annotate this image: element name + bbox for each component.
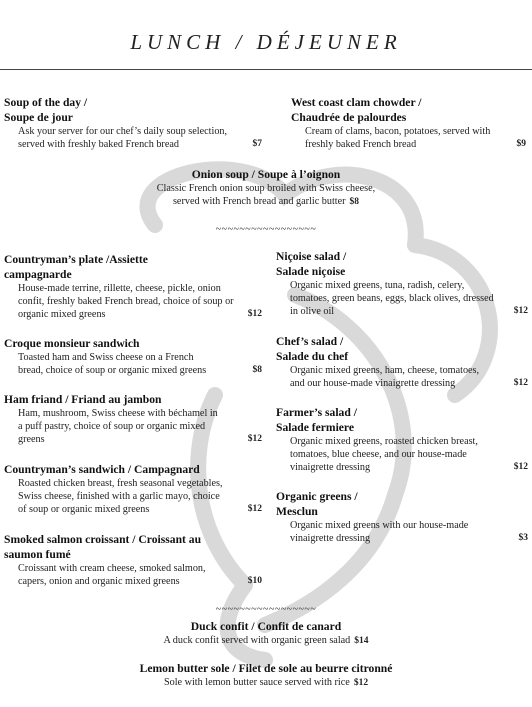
item-name: Countryman’s plate /Assiette — [4, 253, 148, 266]
item-description: Toasted ham and Swiss cheese on a French — [18, 352, 194, 363]
menu-item-nicoise-salad — [276, 249, 528, 318]
item-description-line: vinaigrette dressing $12 — [290, 462, 528, 473]
item-price: $12 — [247, 434, 262, 444]
item-price: $8 — [252, 365, 262, 375]
item-name: Duck confit / Confit de canard — [190, 620, 342, 633]
item-price: $7 — [252, 139, 262, 149]
item-description: Organic mixed greens, roasted chicken breast, — [290, 436, 478, 447]
item-price: $12 — [513, 306, 528, 316]
item-name: Farmer’s salad / — [276, 406, 357, 419]
item-description-line: confit, freshly baked French bread, choice of soup or — [18, 296, 234, 307]
item-description-line: bread, choice of soup or organic mixed greens $8 — [18, 365, 262, 376]
item-description-line: served with freshly baked French bread $7 — [18, 139, 262, 150]
item-description: Organic mixed greens, ham, cheese, tomatoes, — [290, 365, 480, 376]
item-price: $10 — [247, 576, 262, 586]
item-description-line: vinaigrette dressing $3 — [290, 533, 528, 544]
item-description: Roasted chicken breast, fresh seasonal vegetables, — [18, 478, 223, 489]
item-name-french: Soupe de jour — [4, 111, 73, 124]
menu-title: LUNCH / DÉJEUNER — [130, 30, 402, 54]
menu-item-smoked-salmon-croissant — [4, 532, 262, 588]
item-name-french: Salade fermiere — [276, 421, 355, 434]
item-price: $9 — [516, 139, 526, 149]
item-name-french: Salade niçoise — [276, 265, 346, 278]
item-name: Onion soup / Soupe à l’oignon — [191, 168, 341, 181]
menu-item-farmers-salad — [276, 405, 528, 474]
item-description: Ask your server for our chef’s daily soup selection, — [18, 126, 228, 137]
item-name-french: campagnarde — [4, 268, 72, 281]
item-description-line: and our house-made vinaigrette dressing $12 — [290, 378, 528, 389]
menu-item-croque-monsieur — [4, 336, 262, 377]
item-name: Lemon butter sole / Filet de sole au beurre citronné — [139, 662, 393, 675]
item-description: House-made terrine, rillette, cheese, pickle, onion — [18, 283, 221, 294]
item-name: Soup of the day / — [4, 96, 88, 109]
item-price: $12 — [247, 504, 262, 514]
item-price: $12 — [247, 309, 262, 319]
item-name: West coast clam chowder / — [291, 96, 422, 109]
menu-item-organic-greens — [276, 489, 528, 545]
item-description-line: greens $12 — [18, 434, 262, 445]
item-name: Croque monsieur sandwich — [4, 337, 140, 350]
item-price: $8 — [349, 197, 360, 207]
item-description: A duck confit served with organic green salad $14 — [163, 635, 369, 646]
section-divider: ~~~~~~~~~~~~~~~~~ — [215, 224, 317, 235]
item-price: $3 — [518, 533, 528, 543]
item-name-french: saumon fumé — [4, 548, 71, 561]
item-price: $12 — [353, 678, 369, 688]
item-description-line: organic mixed greens $12 — [18, 309, 262, 320]
item-description-line: freshly baked French bread $9 — [305, 139, 526, 150]
item-name: Chef’s salad / — [276, 335, 344, 348]
item-description-line: in olive oil $12 — [290, 306, 528, 317]
item-name-french: Mesclun — [276, 505, 318, 518]
item-name: Smoked salmon croissant / Croissant au — [4, 533, 202, 546]
item-description-line: a puff pastry, choice of soup or organic mixed — [18, 421, 206, 432]
item-name: Ham friand / Friand au jambon — [4, 393, 162, 406]
menu-item-countryman-sandwich — [4, 462, 262, 516]
item-price: $12 — [513, 378, 528, 388]
item-description-line: tomatoes, blue cheese, and our house-made — [290, 449, 467, 460]
menu-item-clam-chowder — [291, 95, 526, 151]
item-price: $12 — [513, 462, 528, 472]
menu-item-soup-of-the-day — [4, 95, 262, 151]
item-price: $14 — [354, 636, 369, 646]
item-name: Organic greens / — [276, 490, 358, 503]
item-description: Croissant with cream cheese, smoked salmon, — [18, 563, 206, 574]
menu-item-lemon-butter-sole — [0, 661, 532, 690]
item-description-line: of soup or organic mixed greens $12 — [18, 504, 262, 515]
menu-item-chefs-salad — [276, 334, 528, 390]
item-name-french: Chaudrée de palourdes — [291, 111, 407, 124]
item-description: Organic mixed greens with our house-made — [290, 520, 469, 531]
title-rule — [0, 69, 532, 70]
item-description: Organic mixed greens, tuna, radish, celery, — [290, 280, 465, 291]
section-divider: ~~~~~~~~~~~~~~~~~ — [215, 604, 317, 615]
item-name-french: Salade du chef — [276, 350, 349, 363]
item-description: Ham, mushroom, Swiss cheese with béchamel in — [18, 408, 218, 419]
menu-item-duck-confit — [0, 619, 532, 648]
item-name: Countryman’s sandwich / Campagnard — [4, 463, 200, 476]
menu-item-countryman-plate — [4, 252, 262, 321]
item-description: Classic French onion soup broiled with Swiss cheese, — [156, 183, 376, 194]
item-description-line: Swiss cheese, finished with a garlic mayo, choice — [18, 491, 220, 502]
item-description: Cream of clams, bacon, potatoes, served with — [305, 126, 491, 137]
item-description-line: capers, onion and organic mixed greens $10 — [18, 576, 262, 587]
item-description: Sole with lemon butter sauce served with rice $12 — [163, 677, 369, 688]
item-description-line: tomatoes, green beans, eggs, black olives, dressed — [290, 293, 494, 304]
menu-item-ham-friand — [4, 392, 262, 446]
item-name: Niçoise salad / — [276, 250, 347, 263]
item-description-line: served with French bread and garlic butter $8 — [172, 196, 360, 207]
menu-item-onion-soup — [0, 167, 532, 209]
